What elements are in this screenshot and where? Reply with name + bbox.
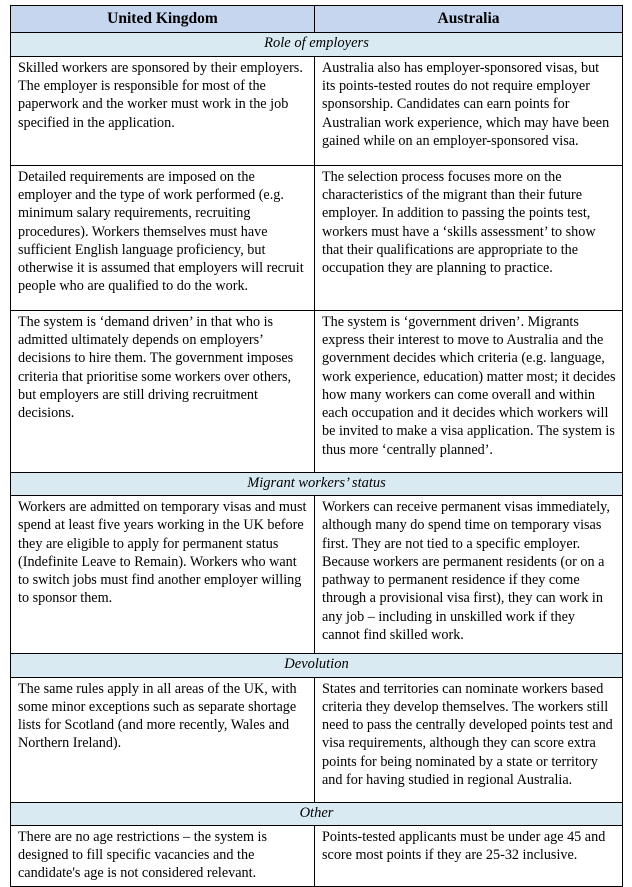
cell-au-status-1: Workers can receive permanent visas immediately, although many do spend time on temporary visas first. They are not tied to a specific employer. Because workers are permanent residents (or on a pathway to permanent residence if they come through a provisional visa first), they can work in any job – including in unskilled work if they cannot find skilled work. (315, 496, 623, 654)
table-row (11, 825, 623, 886)
cell-uk-role-2: Detailed requirements are imposed on the employer and the type of work performed (e.g. minimum salary requirements, recruiting procedures). Workers themselves must have sufficient English language proficiency, but otherwise it is assumed that employers will recruit people who are qualified to do the work. (11, 165, 315, 310)
column-header-australia: Australia (315, 6, 623, 33)
cell-uk-role-1: Skilled workers are sponsored by their employers. The employer is responsible for most of the paperwork and the worker must work in the job specified in the application. (11, 56, 315, 165)
section-header-row-other (11, 802, 623, 825)
table-row (11, 677, 623, 802)
comparison-table (10, 5, 623, 887)
cell-au-role-1: Australia also has employer-sponsored visas, but its points-tested routes do not require employer sponsorship. Candidates can earn points for Australian work experience, which may have been gained while on an employer-sponsored visa. (315, 56, 623, 165)
cell-au-other-1: Points-tested applicants must be under age 45 and score most points if they are 25-32 inclusive. (315, 825, 623, 886)
section-title-devolution: Devolution (11, 654, 623, 677)
cell-uk-role-3: The system is ‘demand driven’ in that who is admitted ultimately depends on employers’ decisions to hire them. The government imposes criteria that prioritise some workers over others, but employers are still driving recruitment decisions. (11, 310, 315, 472)
section-header-row-devolution (11, 654, 623, 677)
section-title-other: Other (11, 802, 623, 825)
table-body (11, 33, 623, 887)
table-row (11, 165, 623, 310)
cell-uk-other-1: There are no age restrictions – the system is designed to fill specific vacancies and the candidate's age is not considered relevant. (11, 825, 315, 886)
section-title-role-of-employers: Role of employers (11, 33, 623, 56)
table-header-row (11, 6, 623, 33)
cell-au-devolution-1: States and territories can nominate workers based criteria they develop themselves. The workers still need to pass the centrally developed points test and visa requirements, although they can score extra points for being nominated by a state or territory and for having studied in regional Australia. (315, 677, 623, 802)
cell-uk-status-1: Workers are admitted on temporary visas and must spend at least five years working in the UK before they are eligible to apply for permanent status (Indefinite Leave to Remain). Workers who want to switch jobs must find another employer willing to sponsor them. (11, 496, 315, 654)
section-title-migrant-workers-status: Migrant workers’ status (11, 472, 623, 495)
cell-au-role-2: The selection process focuses more on the characteristics of the migrant than their future employer. In addition to passing the points test, workers must have a ‘skills assessment’ to show that their qualifications are appropriate to the occupation they are planning to practice. (315, 165, 623, 310)
table-row (11, 496, 623, 654)
cell-au-role-3: The system is ‘government driven’. Migrants express their interest to move to Australia and the government decides which criteria (e.g. language, work experience, education) matter most; it decides how many workers can come overall and within each occupation and it decides which workers will be invited to make a visa application. The system is thus more ‘centrally planned’. (315, 310, 623, 472)
section-header-row-role-of-employers (11, 33, 623, 56)
table-row (11, 310, 623, 472)
cell-uk-devolution-1: The same rules apply in all areas of the UK, with some minor exceptions such as separate shortage lists for Scotland (and more recently, Wales and Northern Ireland). (11, 677, 315, 802)
table-row (11, 56, 623, 165)
table-header (11, 6, 623, 33)
column-header-united-kingdom: United Kingdom (11, 6, 315, 33)
section-header-row-migrant-workers-status (11, 472, 623, 495)
